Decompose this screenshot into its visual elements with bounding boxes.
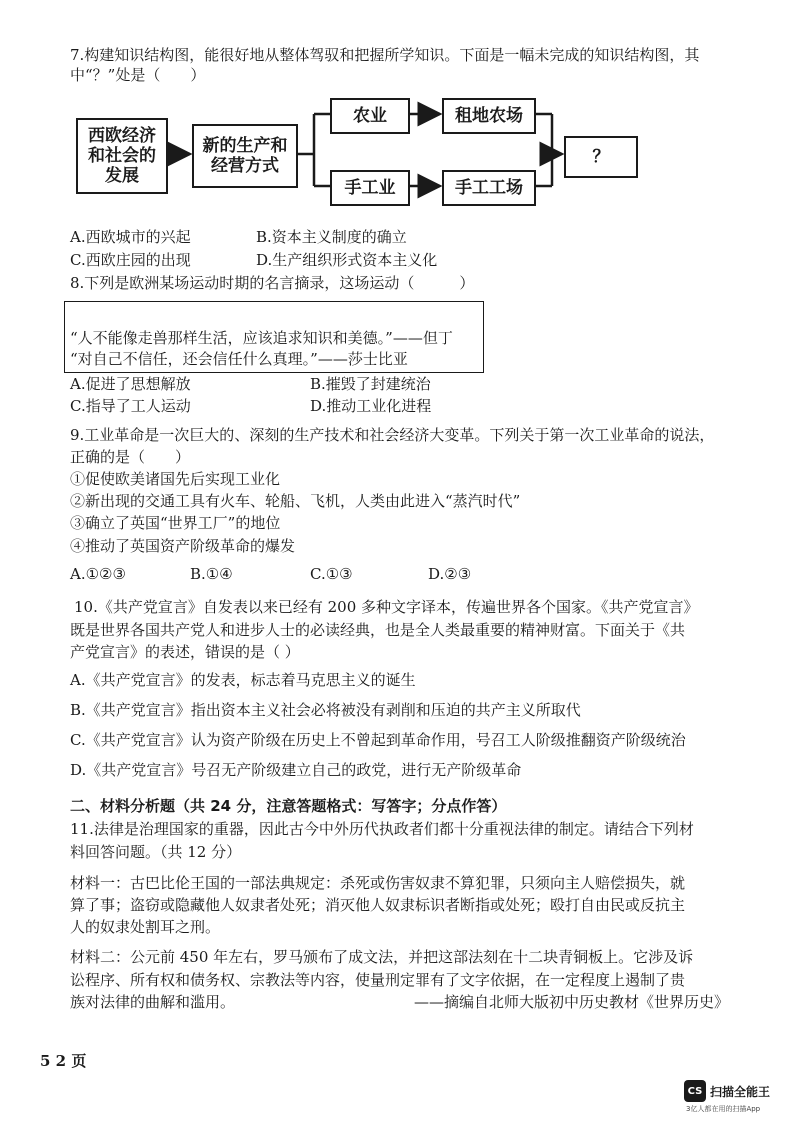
q7-option-d: D.生产组织形式资本主义化 xyxy=(256,251,438,269)
q7-box-new-production-mode xyxy=(192,124,298,188)
q10-option-a: A.《共产党宣言》的发表，标志着马克思主义的诞生 xyxy=(70,671,416,689)
q8-quote-dante: “人不能像走兽那样生活，应该追求知识和美德。”——但丁 xyxy=(70,329,453,347)
q8-quote-shakespeare: “对自己不信任，还会信任什么真理。”——莎士比亚 xyxy=(70,350,408,368)
q7-box-leased-farm: 租地农场 xyxy=(442,98,536,134)
q7-option-b: B.资本主义制度的确立 xyxy=(256,228,407,246)
q8-stem: 8.下列是欧洲某场运动时期的名言摘录，这场运动（ ） xyxy=(70,274,475,292)
q7-box-workshop: 手工工场 xyxy=(442,170,536,206)
q7-box2-line2: 经营方式 xyxy=(211,156,279,176)
q7-box1-line3: 发展 xyxy=(105,166,139,186)
q11-source-citation: ——摘编自北师大版初中历史教材《世界历史》 xyxy=(414,993,730,1011)
q11-material1-line2: 算了事；盗窃或隐藏他人奴隶者处死；消灭他人奴隶标识者断指或处死；殴打自由民或反抗主 xyxy=(70,896,686,914)
cs-logo-icon: CS xyxy=(684,1080,706,1102)
q9-statement-2: ②新出现的交通工具有火车、轮船、飞机，人类由此进入“蒸汽时代” xyxy=(70,492,521,510)
section2-heading: 二、材料分析题（共 24 分，注意答题格式：写答字；分点作答） xyxy=(70,797,507,815)
q11-material1-line1: 材料一：古巴比伦王国的一部法典规定：杀死或伤害奴隶不算犯罪，只须向主人赔偿损失，就 xyxy=(70,874,686,892)
q9-stem-line1: 9.工业革命是一次巨大的、深刻的生产技术和社会经济大变革。下列关于第一次工业革命的说法， xyxy=(70,426,715,444)
q7-stem-line2: 中“？”处是（ ） xyxy=(70,66,206,84)
q8-option-a: A.促进了思想解放 xyxy=(70,375,191,393)
q8-option-b: B.摧毁了封建统治 xyxy=(310,375,431,393)
q9-stem-line2: 正确的是（ ） xyxy=(70,448,191,466)
q10-option-b: B.《共产党宣言》指出资本主义社会必将被没有剥削和压迫的共产主义所取代 xyxy=(70,701,581,719)
q9-option-a: A.①②③ xyxy=(70,565,126,583)
q7-box2-line1: 新的生产和 xyxy=(202,136,288,156)
q11-material1-line3: 人的奴隶处割耳之刑。 xyxy=(70,918,221,936)
q11-material2-line2: 讼程序、所有权和债务权、宗教法等内容，使量刑定罪有了文字依据，在一定程度上遏制了贵 xyxy=(70,971,686,989)
q9-statement-3: ③确立了英国“世界工厂”的地位 xyxy=(70,514,281,532)
q9-option-c: C.①③ xyxy=(310,565,353,583)
q9-statement-1: ①促使欧美诸国先后实现工业化 xyxy=(70,470,281,488)
q7-stem-line1: 7.构建知识结构图，能很好地从整体驾驭和把握所学知识。下面是一幅未完成的知识结构图，其 xyxy=(70,46,700,64)
q10-stem-line1: 10.《共产党宣言》自发表以来已经有 200 多种文字译本，传遍世界各个国家。《共产党宣言》 xyxy=(74,598,699,616)
q11-stem-line2: 料回答问题。（共 12 分） xyxy=(70,843,242,861)
q8-option-c: C.指导了工人运动 xyxy=(70,397,191,415)
scanner-app-logo xyxy=(684,1080,770,1102)
q7-box1-line2: 和社会的 xyxy=(88,146,156,166)
q7-box-handicraft: 手工业 xyxy=(330,170,410,206)
q9-option-b: B.①④ xyxy=(190,565,233,583)
q11-material2-line3: 族对法律的曲解和滥用。 xyxy=(70,993,236,1011)
q7-box-unknown: ？ xyxy=(564,136,638,178)
q10-option-d: D.《共产党宣言》号召无产阶级建立自己的政党，进行无产阶级革命 xyxy=(70,761,522,779)
q7-option-c: C.西欧庄园的出现 xyxy=(70,251,191,269)
q10-option-c: C.《共产党宣言》认为资产阶级在历史上不曾起到革命作用，号召工人阶级推翻资产阶级统治 xyxy=(70,731,686,749)
q7-box-agriculture: 农业 xyxy=(330,98,410,134)
page-number: 5 2 页 xyxy=(40,1052,87,1070)
q10-stem-line3: 产党宣言》的表述，错误的是（ ） xyxy=(70,643,300,661)
q10-stem-line2: 既是世界各国共产党人和进步人士的必读经典，也是全人类最重要的精神财富。下面关于《共 xyxy=(70,621,686,639)
app-tagline: 3亿人都在用的扫描App xyxy=(686,1105,761,1113)
q11-material2-line1: 材料二：公元前 450 年左右，罗马颁布了成文法，并把这部法刻在十二块青铜板上。它涉及诉 xyxy=(70,948,694,966)
q11-stem-line1: 11.法律是治理国家的重器，因此古今中外历代执政者们都十分重视法律的制定。请结合下列材 xyxy=(70,820,694,838)
q7-box1-line1: 西欧经济 xyxy=(88,126,156,146)
q8-option-d: D.推动工业化进程 xyxy=(310,397,432,415)
q9-option-d: D.②③ xyxy=(428,565,472,583)
app-name: 扫描全能王 xyxy=(710,1084,771,1099)
q7-option-a: A.西欧城市的兴起 xyxy=(70,228,191,246)
q7-box-west-europe-development xyxy=(76,118,168,194)
q9-statement-4: ④推动了英国资产阶级革命的爆发 xyxy=(70,537,296,555)
